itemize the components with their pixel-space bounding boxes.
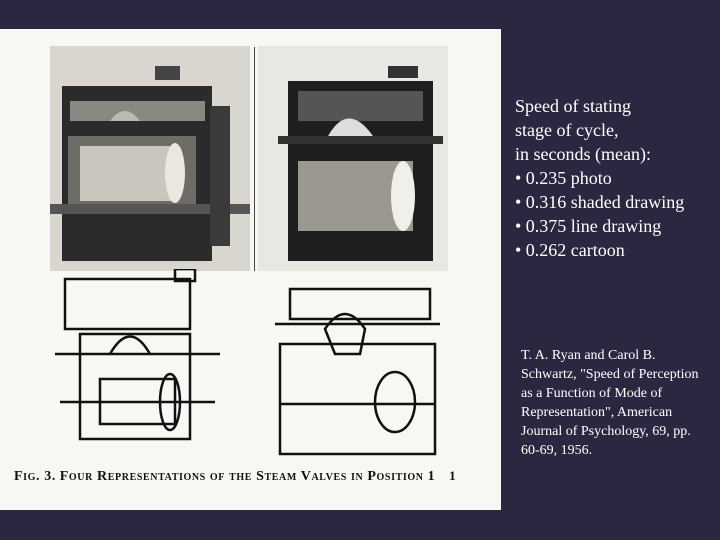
steam-valve-shaded-drawing xyxy=(258,46,448,271)
caption-text: Four Representations of the Steam Valves in Position 1 xyxy=(59,469,436,484)
caption-page-number: 1 xyxy=(449,468,457,483)
panel-divider xyxy=(254,47,255,271)
steam-valve-photo xyxy=(50,46,250,271)
steam-valve-cartoon xyxy=(270,284,445,459)
figure-image xyxy=(0,29,501,510)
speed-results xyxy=(515,94,715,262)
speed-heading-line: stage of cycle, xyxy=(515,120,619,140)
speed-item-photo: • 0.235 photo xyxy=(515,168,612,188)
citation: T. A. Ryan and Carol B. Schwartz, "Speed of Perception as a Function of Mode of Representation", American Journal of Psychology, 69, pp. 60-69, 1956. xyxy=(521,348,699,458)
figure-caption xyxy=(14,468,494,485)
speed-item-cartoon: • 0.262 cartoon xyxy=(515,240,625,260)
speed-heading-line: Speed of stating xyxy=(515,96,631,116)
speed-heading-line: in seconds (mean): xyxy=(515,144,651,164)
caption-prefix: Fig. 3. xyxy=(14,469,56,484)
steam-valve-line-drawing xyxy=(40,269,240,459)
speed-item-line-drawing: • 0.375 line drawing xyxy=(515,216,662,236)
speed-item-shaded-drawing: • 0.316 shaded drawing xyxy=(515,192,685,212)
